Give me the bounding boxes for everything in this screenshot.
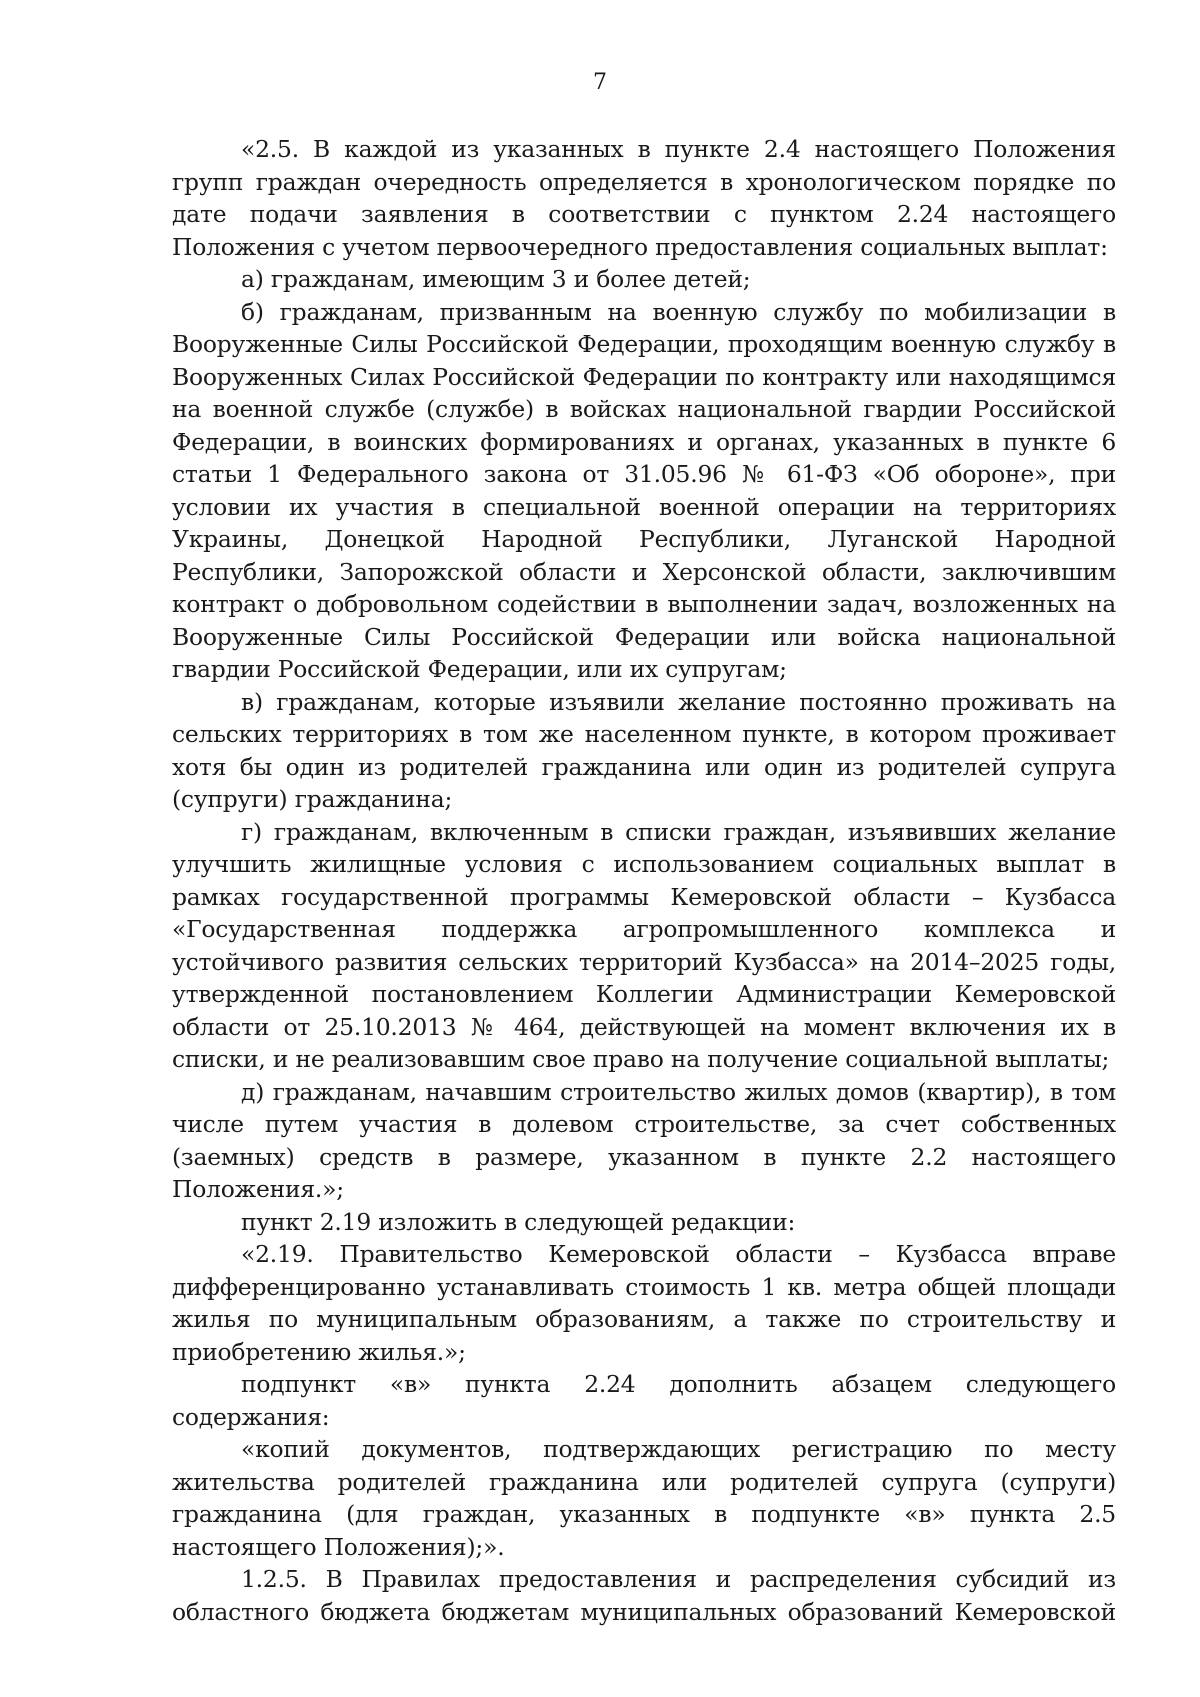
paragraph-item-d: д) гражданам, начавшим строительство жилых домов (квартир), в том числе путем участия в долевом строительстве, за счет собственных (заемных) средств в размере, указанном в пункте 2.2 настоящего Положения.»; <box>172 1077 1116 1203</box>
page-number: 7 <box>593 70 607 95</box>
paragraph-item-b: б) гражданам, призванным на военную службу по мобилизации в Вооруженные Силы Российской Федерации, проходящим военную службу в Вооруженных Силах Российской Федерации по контракту или находящимся на военной службе (службе) в войсках национальной гвардии Российской Федерации, в воинских формированиях и органах, указанных в пункте 6 статьи 1 Федерального закона от 31.05.96 № 61-ФЗ «Об обороне», при условии их участия в специальной военной операции на территориях Украины, Донецкой Народной Республики, Луганской Народной Республики, Запорожской области и Херсонской области, заключившим контракт о добровольном содействии в выполнении задач, возложенных на Вооруженные Силы Российской Федерации или войска национальной гвардии Российской Федерации, или их супругам; <box>172 297 1116 683</box>
paragraph-item-v: в) гражданам, которые изъявили желание постоянно проживать на сельских территориях в том же населенном пункте, в котором проживает хотя бы один из родителей гражданина или один из родителей супруга (супруги) гражданина; <box>172 687 1116 813</box>
paragraph-item-a: а) гражданам, имеющим 3 и более детей; <box>241 265 751 293</box>
paragraph-2-24-intro: подпункт «в» пункта 2.24 дополнить абзацем следующего содержания: <box>172 1370 1116 1431</box>
document-body <box>172 133 1116 1628</box>
paragraph-2-24-addition: «копий документов, подтверждающих регистрацию по месту жительства родителей гражданина или родителей супруга (супруги) гражданина (для граждан, указанных в подпункте «в» пункта 2.5 настоящего Положения);». <box>172 1435 1116 1561</box>
paragraph-1-2-5: 1.2.5. В Правилах предоставления и распределения субсидий из областного бюджета бюджетам муниципальных образований Кемеровской <box>172 1565 1116 1626</box>
paragraph-2-5: «2.5. В каждой из указанных в пункте 2.4 настоящего Положения групп граждан очередность определяется в хронологическом порядке по дате подачи заявления в соответствии с пунктом 2.24 настоящего Положения с учетом первоочередного предоставления социальных выплат: <box>172 135 1116 261</box>
paragraph-2-19: «2.19. Правительство Кемеровской области – Кузбасса вправе дифференцированно устанавливать стоимость 1 кв. метра общей площади жилья по муниципальным образованиям, а также по строительству и приобретению жилья.»; <box>172 1240 1116 1366</box>
paragraph-2-19-intro: пункт 2.19 изложить в следующей редакции: <box>241 1207 796 1236</box>
paragraph-item-g: г) гражданам, включенным в списки граждан, изъявивших желание улучшить жилищные условия с использованием социальных выплат в рамках государственной программы Кемеровской области – Кузбасса «Государственная поддержка агропромышленного комплекса и устойчивого развития сельских территорий Кузбасса» на 2014–2025 годы, утвержденной постановлением Коллегии Администрации Кемеровской области от 25.10.2013 № 464, действующей на момент включения их в списки, и не реализовавшим свое право на получение социальной выплаты; <box>172 817 1116 1073</box>
